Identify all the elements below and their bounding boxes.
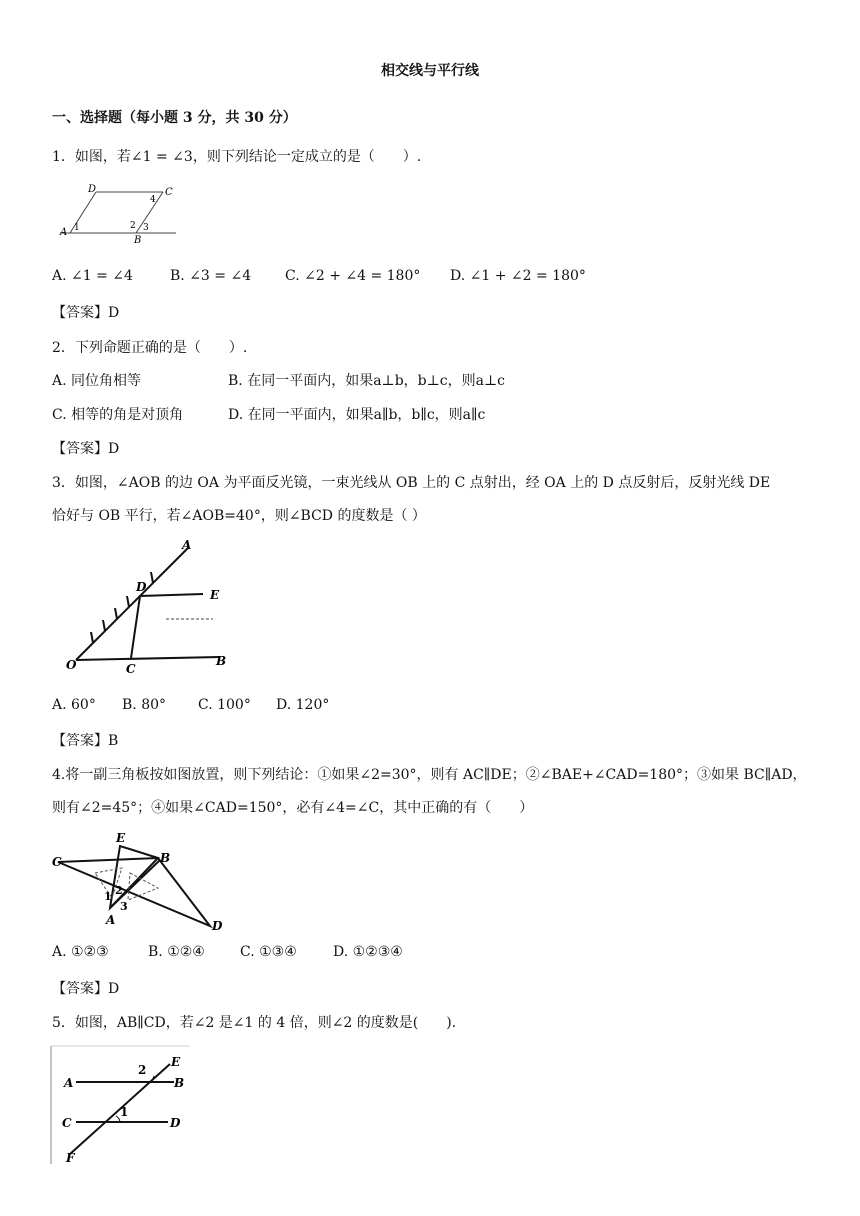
question-4-stem-line1: 4.将一副三角板按如图放置，则下列结论：①如果∠2=30°，则有 AC∥DE；②∠BAE+∠CAD=180°；③如果 BC∥AD， bbox=[52, 767, 807, 783]
fig3-label-o: O bbox=[66, 658, 77, 672]
q1-answer: 【答案】D bbox=[52, 305, 120, 321]
fig1-label-4: 4 bbox=[150, 195, 156, 205]
fig5-label-1: 1 bbox=[120, 1105, 129, 1119]
fig3-label-b: B bbox=[216, 654, 227, 668]
q4-option-a: A. ①②③ bbox=[52, 944, 109, 960]
fig3-label-a: A bbox=[182, 538, 192, 552]
fig1-label-d: D bbox=[88, 184, 97, 195]
fig4-label-a: A bbox=[106, 913, 116, 927]
question-3-figure bbox=[58, 535, 238, 680]
q3-option-b: B. 80° bbox=[122, 697, 167, 713]
fig3-label-c: C bbox=[126, 662, 136, 676]
fig4-label-e: E bbox=[116, 831, 126, 845]
fig4-label-2: 2 bbox=[115, 884, 123, 897]
fig1-label-a: A bbox=[60, 227, 68, 238]
fig4-label-1: 1 bbox=[104, 890, 112, 903]
fig1-label-c: C bbox=[165, 187, 173, 198]
fig5-label-2: 2 bbox=[138, 1063, 147, 1077]
q3-option-d: D. 120° bbox=[276, 697, 330, 713]
fig4-label-b: B bbox=[160, 851, 171, 865]
fig3-label-d: D bbox=[136, 580, 147, 594]
q3-option-c: C. 100° bbox=[198, 697, 251, 713]
fig5-label-e: E bbox=[171, 1055, 181, 1069]
q2-option-a: A. 同位角相等 bbox=[52, 373, 142, 389]
fig1-label-1: 1 bbox=[74, 223, 80, 233]
fig5-label-c: C bbox=[62, 1116, 72, 1130]
q4-option-d: D. ①②③④ bbox=[333, 944, 403, 960]
question-4-figure bbox=[50, 828, 230, 936]
fig1-label-2: 2 bbox=[130, 221, 136, 231]
page-title: 相交线与平行线 bbox=[381, 63, 479, 79]
fig5-label-d: D bbox=[170, 1116, 181, 1130]
q1-option-a: A. ∠1 = ∠4 bbox=[52, 268, 133, 284]
question-5-stem: 5．如图，AB∥CD，若∠2 是∠1 的 4 倍，则∠2 的度数是( ). bbox=[52, 1015, 457, 1031]
q1-option-d: D. ∠1 + ∠2 = 180° bbox=[450, 268, 586, 284]
q1-option-c: C. ∠2 + ∠4 = 180° bbox=[285, 268, 421, 284]
q3-answer: 【答案】B bbox=[52, 733, 119, 749]
fig3-label-e: E bbox=[210, 588, 220, 602]
q2-option-c: C. 相等的角是对顶角 bbox=[52, 407, 184, 423]
question-5-figure bbox=[50, 1044, 195, 1166]
q2-answer: 【答案】D bbox=[52, 441, 120, 457]
fig1-label-b: B bbox=[134, 235, 142, 246]
q4-option-c: C. ①③④ bbox=[240, 944, 297, 960]
question-1-stem: 1．如图，若∠1 = ∠3，则下列结论一定成立的是（ ）. bbox=[52, 149, 422, 165]
fig4-label-d: D bbox=[212, 919, 223, 933]
section-heading: 一、选择题（每小题 3 分，共 30 分） bbox=[52, 110, 297, 126]
q2-option-d: D. 在同一平面内，如果a∥b，b∥c，则a∥c bbox=[228, 407, 486, 423]
q3-option-a: A. 60° bbox=[52, 697, 96, 713]
question-2-stem: 2．下列命题正确的是（ ）. bbox=[52, 340, 248, 356]
q1-option-b: B. ∠3 = ∠4 bbox=[170, 268, 252, 284]
question-3-stem-line1: 3．如图，∠AOB 的边 OA 为平面反光镜，一束光线从 OB 上的 C 点射出，经 OA 上的 D 点反射后，反射光线 DE bbox=[52, 475, 771, 491]
fig4-label-3: 3 bbox=[120, 900, 128, 913]
q2-option-b: B. 在同一平面内，如果a⊥b，b⊥c，则a⊥c bbox=[228, 373, 505, 389]
question-3-stem-line2: 恰好与 OB 平行，若∠AOB=40°，则∠BCD 的度数是（ ） bbox=[52, 508, 426, 524]
fig5-label-a: A bbox=[64, 1076, 74, 1090]
fig1-label-3: 3 bbox=[143, 223, 149, 233]
question-4-stem-line2: 则有∠2=45°；④如果∠CAD=150°，必有∠4=∠C，其中正确的有（ ） bbox=[52, 800, 534, 816]
q4-answer: 【答案】D bbox=[52, 981, 120, 997]
fig5-label-f: F bbox=[66, 1151, 75, 1165]
question-1-figure bbox=[58, 180, 188, 246]
fig4-label-c: C bbox=[52, 855, 62, 869]
q4-option-b: B. ①②④ bbox=[148, 944, 205, 960]
fig5-label-b: B bbox=[174, 1076, 185, 1090]
